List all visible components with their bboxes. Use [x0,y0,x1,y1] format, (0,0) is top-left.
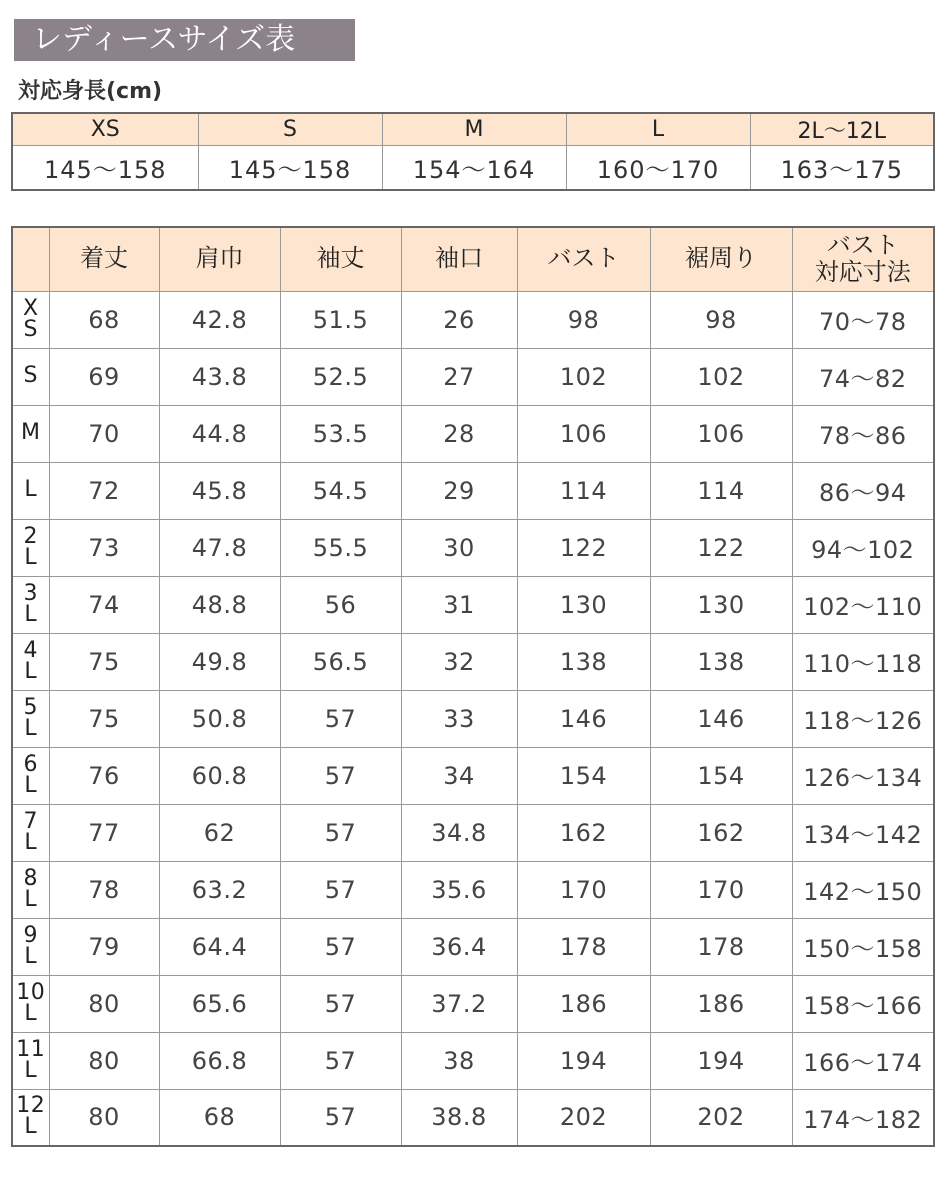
cell-shoulder: 47.8 [159,519,280,576]
cell-length: 80 [49,1032,159,1089]
cell-hem: 178 [650,918,792,975]
cell-sleeve-length: 57 [280,861,401,918]
row-size-label-bottom: L [24,1057,38,1083]
cell-sleeve-length: 57 [280,918,401,975]
column-header-cuff: 袖口 [401,227,517,291]
cell-bust: 154 [517,747,650,804]
cell-bust: 194 [517,1032,650,1089]
cell-bust-range: 150〜158 [792,918,934,975]
cell-shoulder: 43.8 [159,348,280,405]
cell-sleeve-length: 57 [280,747,401,804]
cell-length: 78 [49,861,159,918]
cell-length: 80 [49,975,159,1032]
row-size-label [12,1032,49,1089]
table-row [12,291,934,348]
cell-sleeve-length: 57 [280,804,401,861]
row-size-label [12,975,49,1032]
cell-cuff: 38 [401,1032,517,1089]
cell-hem: 194 [650,1032,792,1089]
cell-sleeve-length: 51.5 [280,291,401,348]
cell-cuff: 29 [401,462,517,519]
table-row [12,576,934,633]
cell-hem: 146 [650,690,792,747]
row-size-label-top: 2 [23,523,38,549]
row-size-label-top: 9 [23,922,38,948]
cell-hem: 154 [650,747,792,804]
row-size-label-top: 5 [23,694,38,720]
row-size-label-bottom: S [23,316,38,342]
cell-cuff: 34.8 [401,804,517,861]
cell-bust: 202 [517,1089,650,1146]
row-size-label-top: 3 [23,580,38,606]
height-size-header: 2L〜12L [750,113,934,146]
cell-sleeve-length: 53.5 [280,405,401,462]
table-row [12,462,934,519]
table-row [12,633,934,690]
row-size-label [12,576,49,633]
cell-bust-range: 102〜110 [792,576,934,633]
row-size-label-top: 10 [16,979,46,1005]
cell-bust: 138 [517,633,650,690]
cell-hem: 162 [650,804,792,861]
cell-length: 80 [49,1089,159,1146]
cell-cuff: 27 [401,348,517,405]
cell-shoulder: 65.6 [159,975,280,1032]
row-size-label [12,747,49,804]
cell-bust-range: 74〜82 [792,348,934,405]
cell-cuff: 35.6 [401,861,517,918]
cell-hem: 202 [650,1089,792,1146]
column-header-sleeve-length: 袖丈 [280,227,401,291]
cell-hem: 130 [650,576,792,633]
cell-shoulder: 45.8 [159,462,280,519]
cell-length: 75 [49,690,159,747]
cell-shoulder: 62 [159,804,280,861]
row-size-label [12,462,49,519]
cell-bust: 122 [517,519,650,576]
cell-cuff: 36.4 [401,918,517,975]
height-size-header: XS [12,113,198,146]
height-value-cell: 160〜170 [566,146,750,190]
row-size-label-bottom: L [24,772,38,798]
cell-hem: 138 [650,633,792,690]
row-size-label-top: S [23,363,38,389]
cell-bust: 162 [517,804,650,861]
row-size-label [12,918,49,975]
cell-length: 77 [49,804,159,861]
height-size-header: S [198,113,382,146]
cell-cuff: 33 [401,690,517,747]
column-header-hem: 裾周り [650,227,792,291]
cell-shoulder: 44.8 [159,405,280,462]
cell-bust-range: 86〜94 [792,462,934,519]
height-table-row [12,146,934,190]
table-row [12,861,934,918]
cell-length: 72 [49,462,159,519]
row-size-label [12,405,49,462]
cell-bust-range: 126〜134 [792,747,934,804]
size-table-body [12,291,934,1146]
cell-bust: 114 [517,462,650,519]
column-header-length: 着丈 [49,227,159,291]
row-size-label-top: 11 [16,1036,46,1062]
cell-shoulder: 68 [159,1089,280,1146]
height-value-cell: 154〜164 [382,146,566,190]
cell-sleeve-length: 57 [280,690,401,747]
row-size-label-top: 8 [23,865,38,891]
cell-shoulder: 49.8 [159,633,280,690]
cell-cuff: 32 [401,633,517,690]
table-row [12,804,934,861]
cell-hem: 102 [650,348,792,405]
cell-length: 73 [49,519,159,576]
column-header-bust: バスト [517,227,650,291]
table-row [12,1089,934,1146]
cell-hem: 114 [650,462,792,519]
cell-shoulder: 48.8 [159,576,280,633]
cell-length: 79 [49,918,159,975]
cell-sleeve-length: 57 [280,1089,401,1146]
cell-sleeve-length: 56.5 [280,633,401,690]
row-size-label-bottom: L [24,886,38,912]
table-row [12,975,934,1032]
cell-shoulder: 60.8 [159,747,280,804]
cell-length: 70 [49,405,159,462]
height-section-label: 対応身長(cm) [18,79,163,104]
table-row [12,747,934,804]
table-row [12,1032,934,1089]
cell-cuff: 28 [401,405,517,462]
cell-bust: 102 [517,348,650,405]
cell-bust: 146 [517,690,650,747]
cell-sleeve-length: 55.5 [280,519,401,576]
cell-bust-range: 110〜118 [792,633,934,690]
cell-hem: 98 [650,291,792,348]
row-size-label-top: 4 [23,637,38,663]
row-size-label-top: M [21,420,41,446]
cell-bust-range: 118〜126 [792,690,934,747]
cell-bust-range: 94〜102 [792,519,934,576]
cell-shoulder: 63.2 [159,861,280,918]
cell-hem: 122 [650,519,792,576]
row-size-label-bottom: L [24,943,38,969]
row-size-label-bottom: L [24,658,38,684]
height-size-header: M [382,113,566,146]
cell-bust-range: 134〜142 [792,804,934,861]
cell-bust-range: 78〜86 [792,405,934,462]
cell-hem: 170 [650,861,792,918]
cell-bust-range: 158〜166 [792,975,934,1032]
height-table [11,112,935,191]
cell-length: 75 [49,633,159,690]
cell-length: 74 [49,576,159,633]
row-size-label-top: 6 [23,751,38,777]
row-size-label [12,348,49,405]
row-size-label-top: 7 [23,808,38,834]
table-row [12,519,934,576]
cell-cuff: 37.2 [401,975,517,1032]
cell-bust: 106 [517,405,650,462]
cell-cuff: 34 [401,747,517,804]
table-row [12,690,934,747]
cell-shoulder: 64.4 [159,918,280,975]
cell-length: 68 [49,291,159,348]
cell-shoulder: 50.8 [159,690,280,747]
column-header-bust-range: バスト 対応寸法 [792,227,934,291]
row-size-label-bottom: L [24,715,38,741]
row-size-label [12,861,49,918]
cell-sleeve-length: 56 [280,576,401,633]
cell-bust: 186 [517,975,650,1032]
height-value-cell: 145〜158 [12,146,198,190]
cell-bust: 98 [517,291,650,348]
cell-sleeve-length: 52.5 [280,348,401,405]
size-table-corner-cell [12,227,49,291]
row-size-label-bottom: L [24,601,38,627]
row-size-label [12,519,49,576]
row-size-label-bottom: L [24,829,38,855]
cell-sleeve-length: 57 [280,1032,401,1089]
cell-bust: 178 [517,918,650,975]
cell-cuff: 26 [401,291,517,348]
cell-bust-range: 70〜78 [792,291,934,348]
cell-sleeve-length: 54.5 [280,462,401,519]
row-size-label [12,291,49,348]
size-table-header-row [12,227,934,291]
row-size-label-top: 12 [16,1093,46,1119]
cell-hem: 106 [650,405,792,462]
cell-cuff: 31 [401,576,517,633]
height-table-header-row [12,113,934,146]
cell-bust: 130 [517,576,650,633]
height-size-header: L [566,113,750,146]
row-size-label-bottom: L [24,1000,38,1026]
cell-shoulder: 66.8 [159,1032,280,1089]
table-row [12,405,934,462]
cell-bust-range: 174〜182 [792,1089,934,1146]
cell-bust: 170 [517,861,650,918]
cell-cuff: 30 [401,519,517,576]
column-header-shoulder: 肩巾 [159,227,280,291]
row-size-label [12,690,49,747]
cell-cuff: 38.8 [401,1089,517,1146]
cell-shoulder: 42.8 [159,291,280,348]
page-title: レディースサイズ表 [14,19,355,61]
size-table [11,226,935,1147]
cell-hem: 186 [650,975,792,1032]
row-size-label [12,633,49,690]
height-value-cell: 145〜158 [198,146,382,190]
cell-sleeve-length: 57 [280,975,401,1032]
height-value-cell: 163〜175 [750,146,934,190]
cell-bust-range: 166〜174 [792,1032,934,1089]
row-size-label-bottom: L [24,544,38,570]
table-row [12,918,934,975]
cell-length: 76 [49,747,159,804]
table-row [12,348,934,405]
cell-length: 69 [49,348,159,405]
row-size-label [12,1089,49,1146]
row-size-label-bottom: L [24,1114,38,1140]
row-size-label [12,804,49,861]
cell-bust-range: 142〜150 [792,861,934,918]
row-size-label-top: L [24,477,38,503]
row-size-label-top: X [22,295,39,321]
